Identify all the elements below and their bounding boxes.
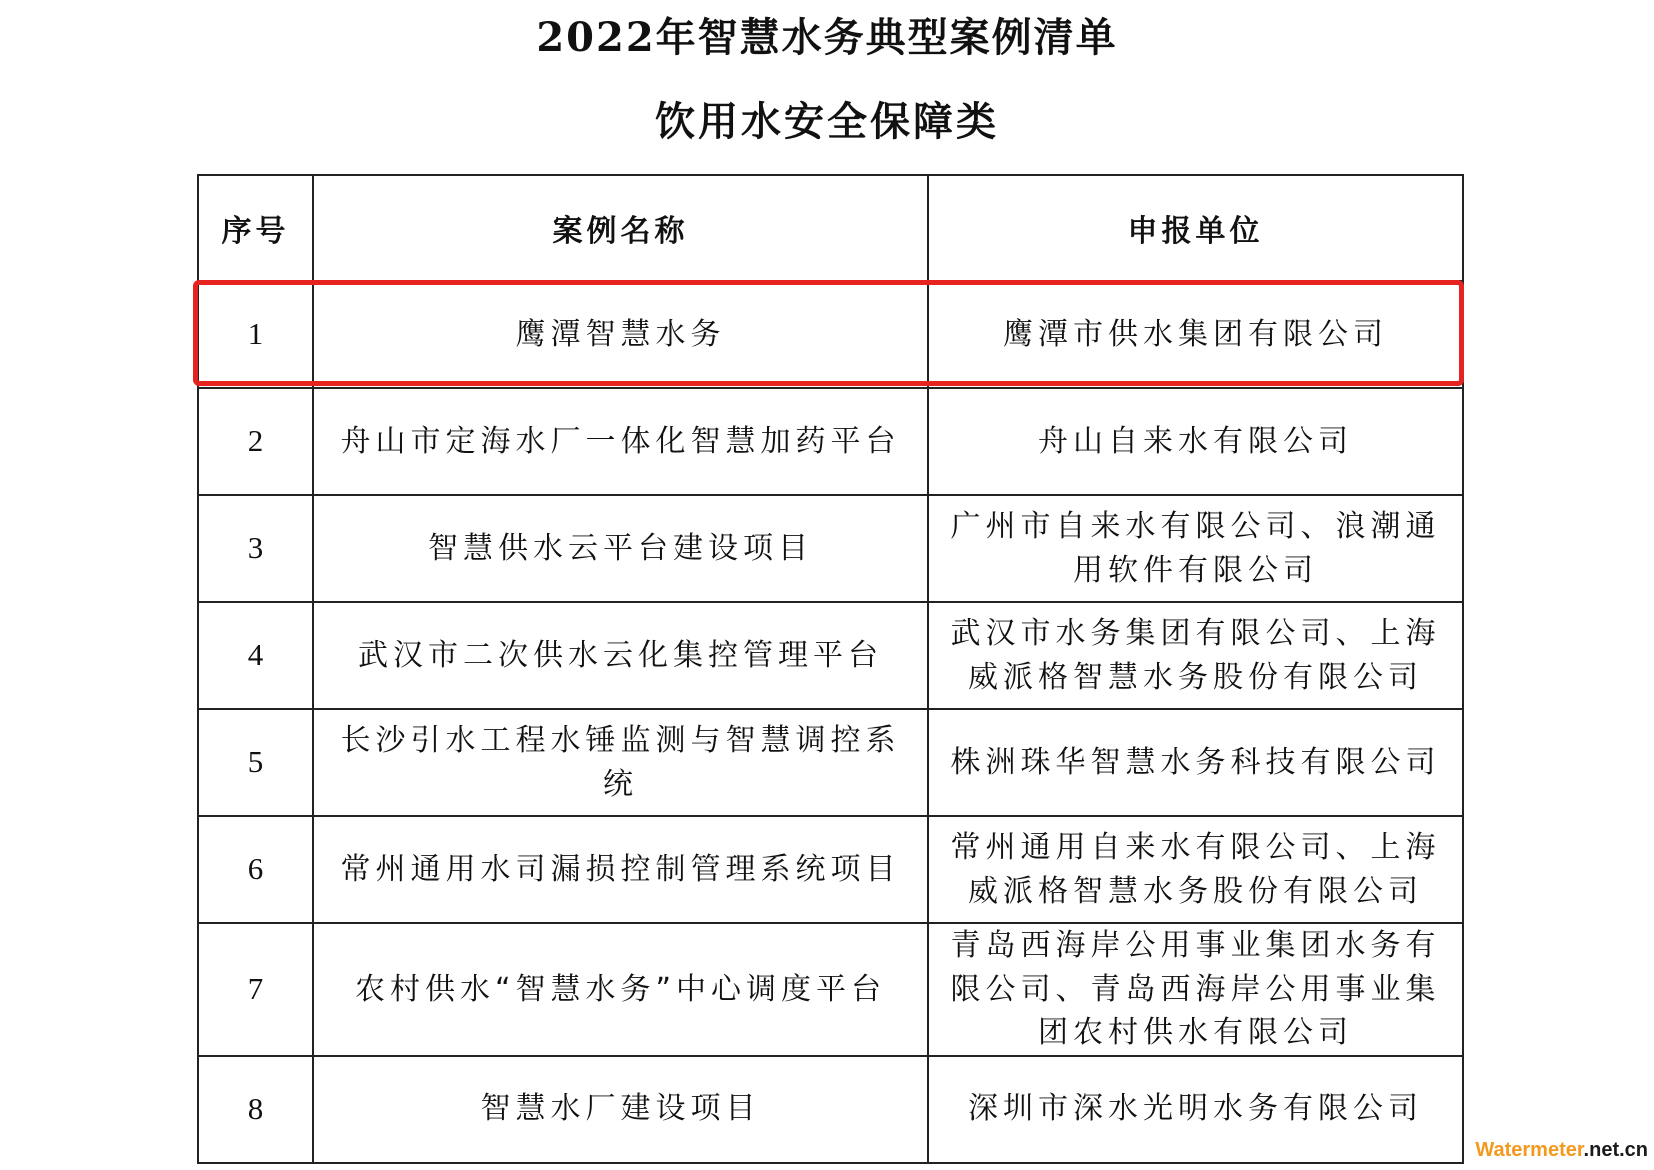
- row-case-name: 舟山市定海水厂一体化智慧加药平台: [313, 388, 928, 495]
- row-number: 8: [198, 1056, 313, 1163]
- row-case-name: 鹰潭智慧水务: [313, 281, 928, 388]
- table-row: [198, 388, 1463, 495]
- row-unit: 舟山自来水有限公司: [928, 388, 1463, 495]
- table-row: [198, 495, 1463, 602]
- row-number: 1: [198, 281, 313, 388]
- row-unit: 株洲珠华智慧水务科技有限公司: [928, 709, 1463, 816]
- watermark-brand: Watermeter: [1475, 1139, 1584, 1161]
- header-case-name: 案例名称: [313, 175, 928, 281]
- case-list-table: [197, 174, 1464, 1164]
- table-row: [198, 709, 1463, 816]
- table-row: [198, 281, 1463, 388]
- row-case-name: 常州通用水司漏损控制管理系统项目: [313, 816, 928, 923]
- watermark-tld: .net.cn: [1583, 1139, 1648, 1161]
- row-unit: 常州通用自来水有限公司、上海威派格智慧水务股份有限公司: [928, 816, 1463, 923]
- row-case-name: 农村供水“智慧水务”中心调度平台: [313, 923, 928, 1056]
- row-number: 4: [198, 602, 313, 709]
- document-subtitle: 饮用水安全保障类: [655, 98, 999, 145]
- row-number: 2: [198, 388, 313, 495]
- row-number: 3: [198, 495, 313, 602]
- row-unit: 深圳市深水光明水务有限公司: [928, 1056, 1463, 1163]
- row-unit: 武汉市水务集团有限公司、上海威派格智慧水务股份有限公司: [928, 602, 1463, 709]
- table-row: [198, 816, 1463, 923]
- row-case-name: 武汉市二次供水云化集控管理平台: [313, 602, 928, 709]
- row-unit: 鹰潭市供水集团有限公司: [928, 281, 1463, 388]
- header-number: 序号: [198, 175, 313, 281]
- row-case-name: 智慧供水云平台建设项目: [313, 495, 928, 602]
- watermark: [1475, 1139, 1648, 1162]
- row-unit: 青岛西海岸公用事业集团水务有限公司、青岛西海岸公用事业集团农村供水有限公司: [928, 923, 1463, 1056]
- row-number: 6: [198, 816, 313, 923]
- row-case-name: 智慧水厂建设项目: [313, 1056, 928, 1163]
- row-number: 7: [198, 923, 313, 1056]
- header-unit: 申报单位: [928, 175, 1463, 281]
- table-row: [198, 1056, 1463, 1163]
- table-row: [198, 923, 1463, 1056]
- row-unit: 广州市自来水有限公司、浪潮通用软件有限公司: [928, 495, 1463, 602]
- table-row: [198, 602, 1463, 709]
- document-title: 2022年智慧水务典型案例清单: [536, 14, 1118, 61]
- row-case-name: 长沙引水工程水锤监测与智慧调控系统: [313, 709, 928, 816]
- table-header-row: [198, 175, 1463, 281]
- row-number: 5: [198, 709, 313, 816]
